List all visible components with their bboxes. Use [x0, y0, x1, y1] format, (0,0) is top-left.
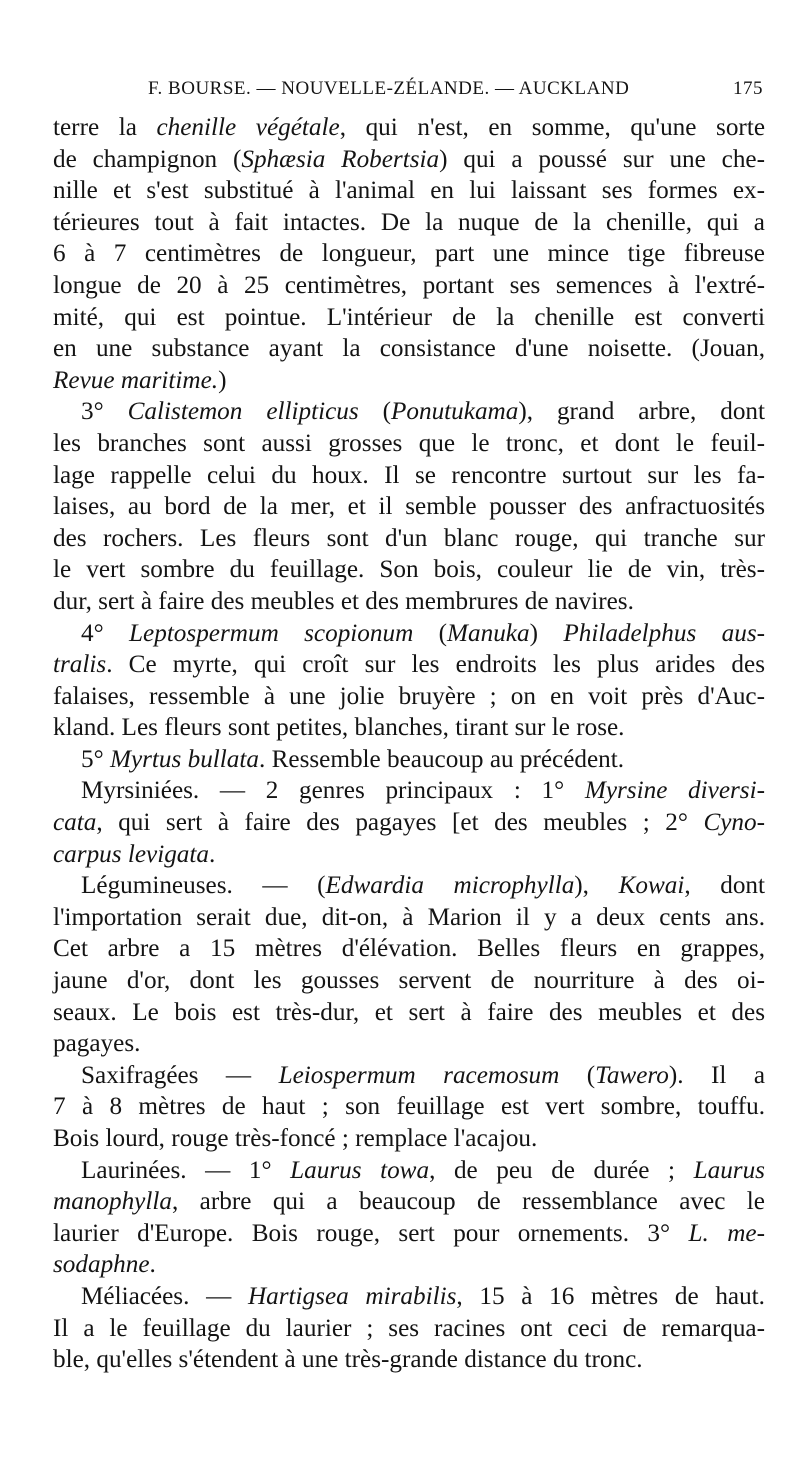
- text-line: lage rappelle celui du houx. Il se rencontre surtout sur les fa-: [53, 461, 765, 489]
- running-header: [148, 78, 763, 108]
- page-number: 175: [733, 78, 763, 99]
- text-line: des rochers. Les fleurs sont d'un blanc rouge, qui tranche sur: [53, 524, 765, 552]
- text-line: 6 à 7 centimètres de longueur, part une mince tige fibreuse: [53, 240, 765, 268]
- text-line: jaune d'or, dont les gousses servent de nourriture à des oi-: [53, 967, 765, 995]
- text-line: 3° Calistemon ellipticus (Ponutukama), grand arbre, dont: [81, 398, 766, 426]
- text-line: Méliacées. — Hartigsea mirabilis, 15 à 16 mètres de haut.: [81, 1282, 765, 1310]
- text-line: Légumineuses. — (Edwardia microphylla), Kowai, dont: [81, 872, 766, 900]
- text-line: 5° Myrtus bullata. Ressemble beaucoup au précédent.: [81, 745, 625, 773]
- text-line: laurier d'Europe. Bois rouge, sert pour ornements. 3° L. me-: [53, 1219, 765, 1247]
- text-line: Revue maritime.): [53, 366, 227, 394]
- text-line: sodaphne.: [53, 1251, 156, 1279]
- text-line: nille et s'est substitué à l'animal en lui laissant ses formes ex-: [53, 177, 765, 205]
- text-line: dur, sert à faire des meubles et des membrures de navires.: [53, 587, 634, 615]
- text-line: Laurinées. — 1° Laurus towa, de peu de durée ; Laurus: [81, 1156, 765, 1184]
- text-line: Cet arbre a 15 mètres d'élévation. Belles fleurs en grappes,: [53, 935, 765, 963]
- text-line: tralis. Ce myrte, qui croît sur les endroits les plus arides des: [53, 651, 765, 679]
- text-line: terre la chenille végétale, qui n'est, en somme, qu'une sorte: [53, 114, 765, 141]
- text-line: 4° Leptospermum scopionum (Manuka) Philadelphus aus-: [81, 619, 766, 647]
- text-line: le vert sombre du feuillage. Son bois, couleur lie de vin, très-: [53, 556, 765, 584]
- text-line: de champignon (Sphæsia Robertsia) qui a poussé sur une che-: [53, 145, 765, 173]
- text-line: en une substance ayant la consistance d'une noisette. (Jouan,: [53, 335, 765, 363]
- text-line: longue de 20 à 25 centimètres, portant ses semences à l'extré-: [53, 271, 765, 299]
- text-line: carpus levigata.: [53, 840, 216, 868]
- text-line: Il a le feuillage du laurier ; ses racines ont ceci de remarqua-: [53, 1314, 765, 1342]
- body-text: [53, 112, 765, 1376]
- text-line: Saxifragées — Leiospermum racemosum (Tawero). Il a: [81, 1061, 765, 1089]
- text-line: cata, qui sert à faire des pagayes [et des meubles ; 2° Cyno-: [53, 809, 765, 837]
- text-line: manophylla, arbre qui a beaucoup de ressemblance avec le: [53, 1188, 765, 1216]
- text-line: pagayes.: [53, 1030, 141, 1058]
- text-line: mité, qui est pointue. L'intérieur de la chenille est converti: [53, 303, 765, 331]
- text-line: laises, au bord de la mer, et il semble pousser des anfractuosités: [53, 493, 765, 521]
- text-line: térieures tout à fait intactes. De la nuque de la chenille, qui a: [53, 208, 765, 236]
- running-title: F. BOURSE. — NOUVELLE-ZÉLANDE. — AUCKLAND: [148, 78, 630, 99]
- text-line: kland. Les fleurs sont petites, blanches, tirant sur le rose.: [53, 714, 625, 742]
- text-line: 7 à 8 mètres de haut ; son feuillage est vert sombre, touffu.: [53, 1093, 765, 1121]
- text-line: falaises, ressemble à une jolie bruyère ; on en voit près d'Auc-: [53, 682, 765, 710]
- text-line: Myrsiniées. — 2 genres principaux : 1° Myrsine diversi-: [81, 777, 765, 805]
- text-line: les branches sont aussi grosses que le tronc, et dont le feuil-: [53, 429, 765, 457]
- text-line: seaux. Le bois est très-dur, et sert à faire des meubles et des: [53, 998, 765, 1026]
- text-line: Bois lourd, rouge très-foncé ; remplace l'acajou.: [53, 1125, 538, 1152]
- text-line: l'importation serait due, dit-on, à Marion il y a deux cents ans.: [53, 903, 765, 931]
- text-line: ble, qu'elles s'étendent à une très-grande distance du tronc.: [53, 1346, 643, 1374]
